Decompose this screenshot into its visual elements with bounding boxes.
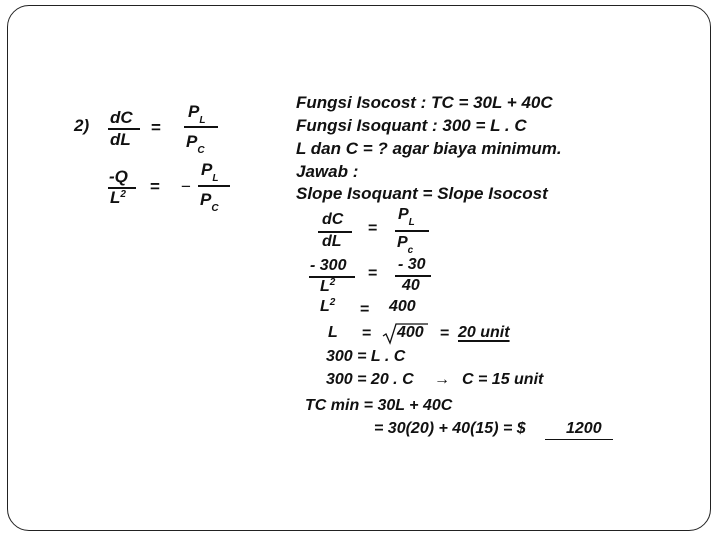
f1-equals: = (368, 220, 378, 237)
question-line: L dan C = ? agar biaya minimum. (296, 139, 562, 158)
answer-heading: Jawab : (296, 162, 359, 181)
f2-numerator: - 300 (310, 257, 347, 274)
eq2-rhs-numerator: $P_L$ (201, 160, 219, 184)
f1-rhs-numerator: $P_L$ (398, 206, 415, 228)
tc-min-line: TC min = 30L + 40C (305, 397, 453, 414)
tc-min-result: 1200 (566, 420, 602, 437)
f4-result: 20 unit (458, 324, 510, 341)
eq2-rhs-denominator: $P_C$ (200, 190, 219, 214)
eq2-numerator: -Q (109, 167, 128, 186)
f4-equals: = (362, 325, 372, 342)
f1-rhs-fraction-bar (395, 230, 429, 232)
eq2-rhs-fraction-bar (198, 185, 230, 187)
eq1-rhs-denominator: $P_C$ (186, 132, 205, 156)
f4-lhs: L (328, 324, 338, 341)
eq2-equals: = (150, 177, 160, 196)
implies-arrow-icon: → (434, 371, 450, 388)
eq1-rhs-fraction-bar (184, 126, 218, 128)
eq1-numerator: dC (110, 108, 133, 127)
slide-frame (7, 5, 711, 531)
f5-line: 300 = L . C (326, 348, 406, 365)
eq1-equals: = (151, 118, 161, 137)
f6-right: C = 15 unit (462, 371, 544, 388)
item-number: 2) (74, 116, 90, 135)
f2-equals: = (368, 265, 378, 282)
f3-lhs: $L^2$ (320, 297, 336, 315)
tc-min-calculation: = 30(20) + 40(15) = $ (374, 420, 526, 437)
f2-rhs-denominator: 40 (402, 277, 420, 294)
f4-equals-2: = (440, 325, 450, 342)
f1-numerator: dC (322, 211, 344, 228)
f2-denominator: $L^2$ (320, 277, 336, 295)
eq1-denominator: dL (110, 130, 131, 149)
f6-left: 300 = 20 . C (326, 371, 414, 388)
f4-radicand: 400 (397, 324, 424, 341)
f3-rhs: 400 (389, 298, 416, 315)
f3-equals: = (360, 301, 370, 318)
result-underline (545, 439, 613, 440)
isoquant-line: Fungsi Isoquant : 300 = L . C (296, 116, 527, 135)
eq1-rhs-numerator: $P_L$ (188, 102, 206, 126)
eq2-denominator: $L^2$ (110, 188, 126, 207)
f1-denominator: dL (322, 233, 342, 250)
f1-rhs-denominator: $P_c$ (397, 234, 414, 256)
f2-rhs-numerator: - 30 (398, 256, 426, 273)
slope-condition-line: Slope Isoquant = Slope Isocost (296, 184, 548, 203)
eq2-minus-sign: − (181, 177, 191, 196)
isocost-line: Fungsi Isocost : TC = 30L + 40C (296, 93, 553, 112)
